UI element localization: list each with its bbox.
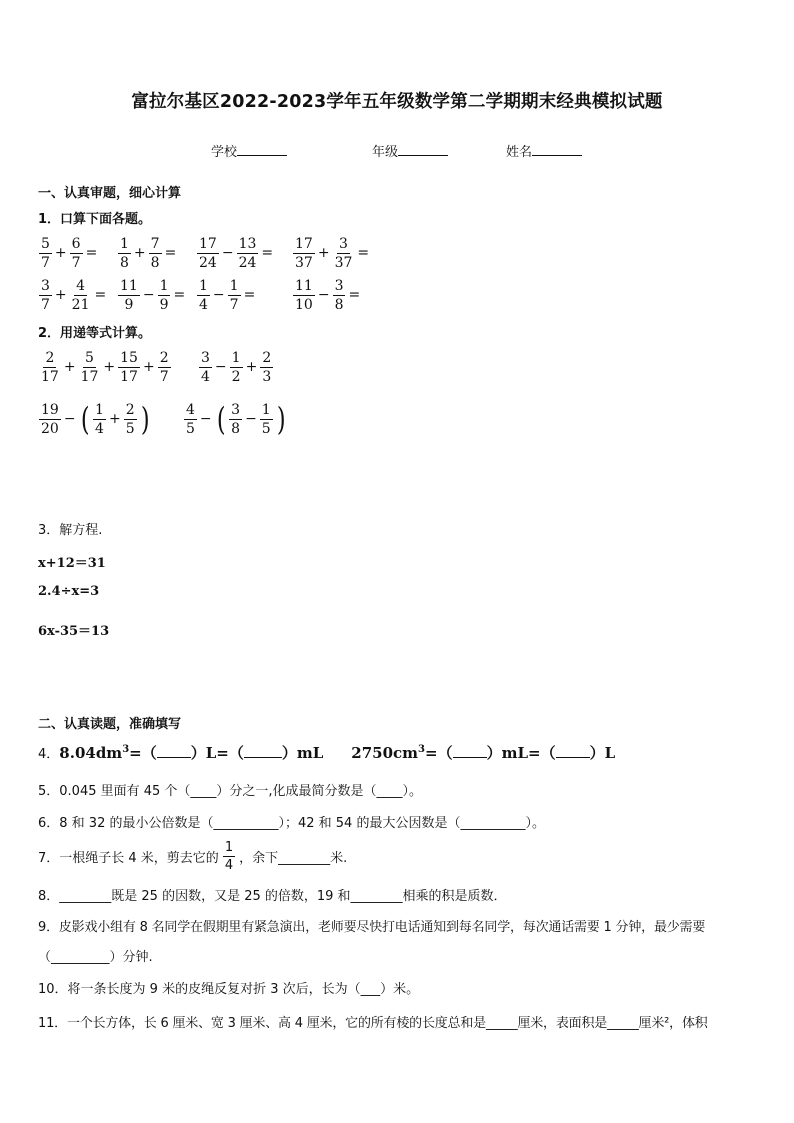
fraction-denominator: 7 [159,368,169,385]
fraction [39,237,52,270]
q1-expression [38,232,99,274]
fraction-numerator: 5 [85,349,94,366]
left-paren: ( [80,400,90,438]
q4-sup-2: 3 [418,744,426,755]
fraction [199,351,212,384]
fraction-numerator: 4 [186,401,195,418]
fraction-denominator: 24 [199,254,217,271]
equals-sign: = [261,245,274,261]
equals-sign: = [357,245,370,261]
q4-text-8: ）L [589,744,616,762]
equals-sign: = [94,287,107,303]
fraction-numerator: 2 [125,401,135,418]
fraction-numerator: 1 [199,277,208,294]
name-label: 姓名 [506,145,533,160]
operator: − [221,245,234,261]
fraction [118,351,140,384]
fraction [124,403,137,436]
fraction-denominator: 37 [295,254,313,271]
operator: + [54,245,67,261]
page-title: 富拉尔基区2022-2023学年五年级数学第二学期期末经典模拟试题 [131,92,663,112]
q2-expression-1 [38,346,172,388]
fraction-denominator: 7 [41,254,50,271]
operator: + [317,245,330,261]
fraction-denominator: 7 [71,254,81,271]
fraction-numerator: 3 [334,277,344,294]
operator: − [63,411,76,427]
fraction [260,403,273,436]
fraction-numerator: 7 [150,235,160,252]
fraction-numerator: 17 [295,235,313,252]
fraction-numerator: 1 [261,401,271,418]
section-2-heading: 二、认真读题，准确填写 [38,717,182,732]
operator: + [142,359,155,375]
fraction [333,237,355,270]
name-blank[interactable] [532,142,582,156]
fraction [39,351,61,384]
q1-expression [38,274,108,316]
fraction [149,237,162,270]
q4-blank-3[interactable] [453,745,487,758]
fraction-numerator: 3 [339,235,348,252]
fraction-numerator: 11 [120,277,138,294]
q7-text [38,838,347,874]
q7-fraction [223,841,235,872]
fraction-numerator: 2 [262,349,272,366]
fraction-denominator: 9 [159,296,169,313]
operator: − [214,359,227,375]
operator: + [133,245,146,261]
section-1-heading: 一、认真审题，细心计算 [38,186,182,201]
fraction [158,279,171,312]
fraction-numerator: 1 [120,235,129,252]
operator: − [142,287,155,303]
fraction [39,279,52,312]
q11-text: 11．一个长方体，长 6 厘米、宽 3 厘米、高 4 厘米，它的所有棱的长度总和是_____厘米，表面积是_____厘米²，体积 [38,1016,708,1031]
fraction-denominator: 17 [41,368,59,385]
fraction-numerator: 1 [159,277,169,294]
right-paren: ) [276,400,286,438]
grade-blank[interactable] [398,142,448,156]
fraction [39,403,61,436]
fraction-numerator: 15 [120,349,138,366]
fraction-numerator: 11 [295,277,313,294]
fraction [118,237,131,270]
fraction-numerator: 4 [76,277,86,294]
q7-post: ，余下________米. [239,850,348,866]
q1-expression [292,274,362,316]
q1-expression [117,232,178,274]
q2-label: 2．用递等式计算。 [38,326,152,341]
operator: + [108,411,121,427]
fraction [293,279,315,312]
school-blank[interactable] [237,142,287,156]
fraction [228,279,241,312]
operator: − [245,411,257,427]
fraction-numerator: 3 [201,349,210,366]
fraction-denominator: 8 [231,420,241,437]
q10-text: 10．将一条长度为 9 米的皮绳反复对折 3 次后，长为（___）米。 [38,982,420,997]
fraction-denominator: 17 [120,368,138,385]
fraction [230,351,243,384]
fraction [260,351,273,384]
fraction-numerator: 17 [199,235,217,252]
q4-text-6: =（ [425,744,453,762]
fraction-denominator: 4 [199,296,208,313]
q9-text-line1: 9．皮影戏小组有 8 名同学在假期里有紧急演出，老师要尽快打电话通知到每名同学，每次通话需要 1 分钟，最少需要 [38,920,706,935]
fraction [197,237,219,270]
equals-sign: = [243,287,256,303]
fraction-denominator: 37 [334,254,353,271]
fraction-numerator: 3 [231,401,241,418]
q1-expression [196,274,257,316]
q1-expression [196,232,275,274]
operator: − [199,411,212,427]
q4-volume-1: 8.04dm [59,744,123,762]
fraction-denominator: 24 [238,254,257,271]
fraction-denominator: 3 [262,368,272,385]
fraction-denominator: 20 [41,420,59,437]
equation-1: x+12＝31 [38,556,106,571]
fraction-denominator: 2 [231,368,241,385]
q4-blank-1[interactable] [157,745,191,758]
fraction-denominator: 8 [120,254,129,271]
q4-text-4: ）mL [281,744,324,762]
fraction-denominator: 7 [229,296,239,313]
fraction-numerator: 3 [41,277,50,294]
q4-text-2: =（ [129,744,157,762]
fraction [93,403,106,436]
equation-2: 2.4÷x=3 [38,584,100,599]
equals-sign: = [348,287,361,303]
right-paren: ) [140,400,150,438]
fraction-denominator: 5 [186,420,195,437]
fraction-denominator: 8 [334,296,344,313]
fraction [158,351,171,384]
operator: + [103,359,116,375]
fraction-denominator: 4 [201,368,210,385]
q9-text-line2: （_________）分钟. [38,950,153,965]
operator: + [54,287,67,303]
q8-text: 8．________既是 25 的因数，又是 25 的倍数，19 和________相乘的积是质数． [38,889,507,904]
school-label: 学校 [211,145,238,160]
grade-label: 年级 [372,145,399,160]
fraction [293,237,315,270]
q7-num: 1 [224,839,234,855]
grade-field [372,141,448,160]
q4-blank-2[interactable] [244,745,282,758]
fraction [118,279,140,312]
q4-unit-conversion [38,742,615,763]
fraction-denominator: 5 [261,420,271,437]
left-paren: ( [216,400,226,438]
name-field [506,141,582,160]
q2-expression-4 [183,398,288,440]
fraction-denominator: 21 [71,296,90,313]
fraction-numerator: 1 [231,349,241,366]
fraction [79,351,101,384]
fraction-denominator: 7 [41,296,50,313]
q5-text: 5．0.045 里面有 45 个（____）分之一,化成最简分数是（____）。 [38,784,423,799]
fraction-denominator: 10 [295,296,313,313]
fraction-numerator: 2 [159,349,169,366]
equals-sign: = [164,245,177,261]
fraction [70,237,83,270]
q4-text-3: ）L=（ [190,744,244,762]
q2-expression-3 [38,398,152,440]
q2-expression-2 [198,346,274,388]
q4-sup-1: 3 [122,744,130,755]
equals-sign: = [85,245,98,261]
fraction-numerator: 1 [229,277,239,294]
q3-label: 3．解方程. [38,523,103,538]
fraction [229,403,242,436]
operator: + [63,359,76,375]
q4-number: 4． [38,747,60,762]
fraction-denominator: 8 [150,254,160,271]
q7-den: 4 [224,857,234,873]
fraction-numerator: 6 [71,235,81,252]
operator: + [245,359,258,375]
operator: − [317,287,330,303]
q1-expression [117,274,187,316]
q1-expression [292,232,371,274]
fraction-numerator: 5 [41,235,50,252]
equation-3: 6x-35＝13 [38,624,110,639]
equals-sign: = [173,287,186,303]
fraction-numerator: 13 [238,235,257,252]
fraction [237,237,259,270]
fraction [184,403,197,436]
fraction-denominator: 4 [95,420,104,437]
q6-text: 6．8 和 32 的最小公倍数是（__________）；42 和 54 的最大公因数是（__________）。 [38,816,545,831]
q4-text-7: ）mL=（ [486,744,556,762]
fraction [197,279,210,312]
q4-volume-2: 2750cm [351,744,419,762]
fraction-denominator: 5 [125,420,135,437]
fraction-numerator: 19 [41,401,59,418]
fraction-denominator: 17 [80,368,99,385]
school-field [211,141,287,160]
q7-pre: 7．一根绳子长 4 米，剪去它的 [38,850,219,866]
operator: − [212,287,225,303]
fraction-numerator: 1 [95,401,104,418]
fraction [333,279,346,312]
q1-label: 1．口算下面各题。 [38,212,152,227]
fraction-numerator: 2 [45,349,55,366]
fraction [70,279,92,312]
q4-blank-4[interactable] [556,745,590,758]
fraction-denominator: 9 [124,296,134,313]
